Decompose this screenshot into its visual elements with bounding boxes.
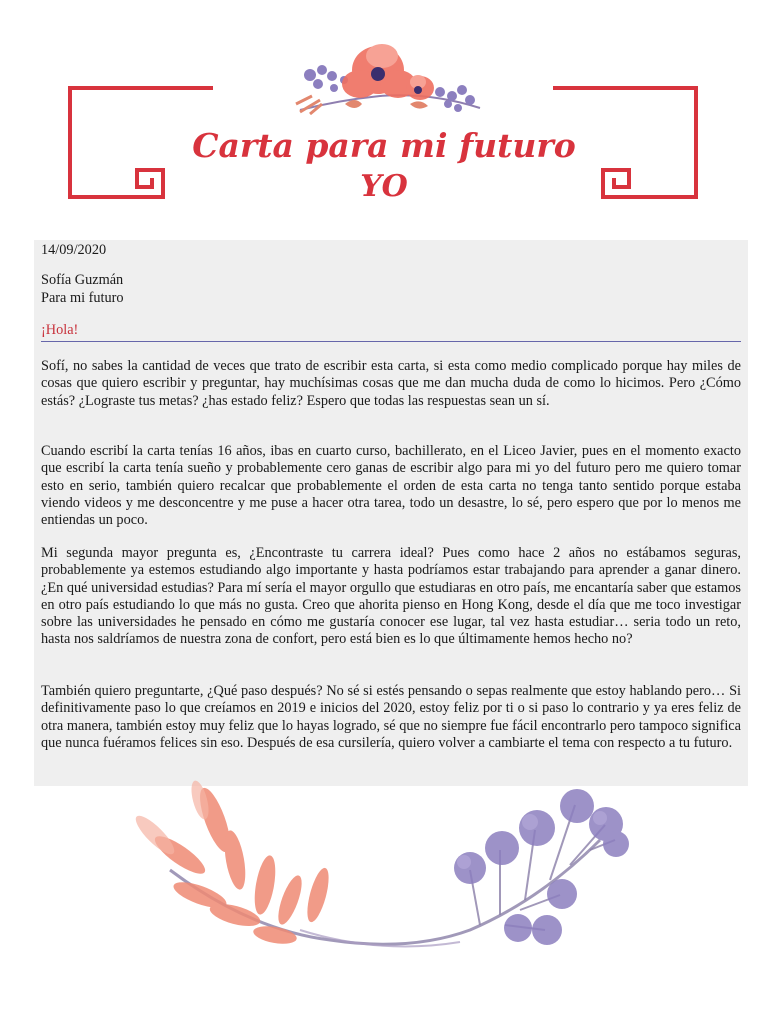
letter-body bbox=[34, 240, 748, 786]
letter-footer bbox=[0, 780, 768, 1024]
flower-bouquet-icon bbox=[296, 44, 480, 114]
letter-title-line1: Carta para mi futuro bbox=[192, 126, 576, 165]
letter-recipient: Para mi futuro bbox=[41, 290, 124, 306]
letter-header bbox=[0, 0, 768, 235]
letter-greeting: ¡Hola! bbox=[41, 322, 741, 342]
letter-paragraph-4: También quiero preguntarte, ¿Qué paso después? No sé si estés pensando o sepas realmente que estoy hablando pero… Si definitivamente paso lo que creíamos en 2019 e inicios del 2020, estoy feliz por ti o si paso lo contrario y ya eres feliz de otra manera, también estoy muy feliz que lo hayas logrado, sé que no siempre fue fácil encontrarlo pero tampoco significa que nunca fuéramos felices sin eso. Después de esa cursilería, quiero volver a cambiarte el tema con respecto a tu futuro. bbox=[41, 683, 741, 751]
letter-paragraph-1: Sofí, no sabes la cantidad de veces que trato de escribir esta carta, si esta como medio complicado porque hay miles de cosas que quiero escribir y preguntar, hay muchísimas cosas que me dan mucha duda de como lo hicimos. Pero ¿Cómo estás? ¿Lograste tus metas? ¿has estado feliz? Espero que todas las respuestas sean un sí. bbox=[41, 358, 741, 409]
letter-title-line2: YO bbox=[360, 169, 408, 204]
letter-sender: Sofía Guzmán bbox=[41, 272, 124, 288]
letter-paragraph-2: Cuando escribí la carta tenías 16 años, ibas en cuarto curso, bachillerato, en el Liceo Javier, pues en el momento exacto que escribí la carta tenía sueño y probablemente cero ganas de escribir algo para mi yo del futuro pero me quiero tomar esto en serio, también quiero recalcar que probablemente el orden de esta carta no tenga tanto sentido porque estaba viendo videos y me desconcentre y me puse a hacer otra tarea, todo un desastre, lo sé, pero espero que por lo menos me entiendas un poco. bbox=[41, 443, 741, 529]
letter-date: 14/09/2020 bbox=[41, 242, 107, 258]
floral-branch-icon bbox=[0, 780, 768, 1024]
letter-paragraph-3: Mi segunda mayor pregunta es, ¿Encontraste tu carrera ideal? Pues como hace 2 años no estábamos seguras, probablemente ya estemos estudiando algo importante y hasta podríamos estar trabajando para aprender a ganar dinero. ¿En qué universidad estudias? Para mí sería el mayor orgullo que estudiaras en otro país, me encantaría saber que estamos en otro país estudiando lo que más no gusta. Creo que ahorita pienso en Hong Kong, desde el día que me toco investigar sobre las universidades he pensado en cómo me gustaría conocer ese lugar, tal vez hasta estudiar… seria todo un reto, hasta nos saldríamos de nuestra zona de confort, pero está bien es lo que últimamente hemos hecho no? bbox=[41, 545, 741, 648]
